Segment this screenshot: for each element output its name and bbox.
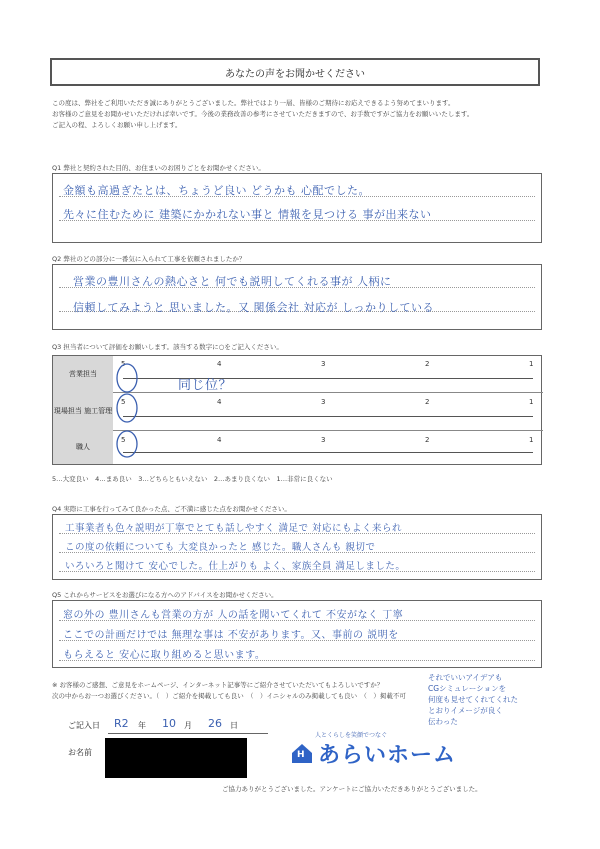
date-month-unit: 月: [184, 721, 192, 730]
rating-row-label: 現場担当 施工管理: [53, 392, 113, 431]
q1-label: Q1 弊社と契約された目的、お住まいのお困りごとをお聞かせください。: [52, 164, 265, 172]
intro-text: [52, 98, 542, 131]
consent-line: ※ お客様のご感想、ご意見をホームページ、インターネット記事等にご紹介させていただいてもよろしいですか？: [52, 681, 384, 689]
q4-label: Q4 実際に工事を行ってみて良かった点、ご不満に感じた点をお聞かせください。: [52, 505, 291, 513]
footer-text: ご協力ありがとうございました。アンケートにご協力いただきありがとうございました。: [222, 785, 482, 793]
q5-answer-line: 窓の外の 豊川さんも営業の方が 人の話を聞いてくれて 不安がなく 丁寧: [63, 610, 404, 621]
rating-row-label: 営業担当: [53, 356, 113, 393]
scale-5: 5: [121, 436, 126, 444]
scale-2: 2: [425, 436, 430, 444]
q3-label: Q3 担当者について評価をお願いします。該当する数字に○をご記入ください。: [52, 343, 283, 351]
date-day: 26: [208, 717, 222, 730]
q5-answer-line: もらえると 安心に取り組めると思います。: [63, 650, 266, 661]
scale-3: 3: [321, 360, 326, 368]
scale-2: 2: [425, 360, 430, 368]
logo-tagline: 人とくらしを笑顔でつなぐ: [315, 732, 388, 739]
rating-legend: 5…大変良い 4…まあ良い 3…どちらともいえない 2…あまり良くない 1…非常に良くない: [52, 475, 333, 483]
rating-row-label: 職人: [53, 430, 113, 464]
intro-line: お客様のご意見をお聞かせいただければ幸いです。今後の業務改善の参考にさせていただきますので、お手数ですがご協力をお願いいたします。: [52, 110, 474, 118]
scale-3: 3: [321, 398, 326, 406]
q5-answer-line: ここでの計画だけでは 無理な事は 不安があります。又、事前の 説明を: [63, 630, 399, 641]
q2-answer-line: 信頼してみようと 思いました。又 関係会社 対応が しっかりしている: [73, 301, 434, 314]
scale-1: 1: [529, 436, 534, 444]
scale-2: 2: [425, 398, 430, 406]
page-title: [50, 58, 540, 86]
intro-line: ご記入の程、よろしくお願い申し上げます。: [52, 121, 182, 129]
logo-name: あらいホーム: [318, 743, 457, 768]
q5-label: Q5 これからサービスをお選びになる方へのアドバイスをお聞かせください。: [52, 591, 278, 599]
scale-5: 5: [121, 398, 126, 406]
q5-answer-box: [52, 600, 542, 668]
rating-table: [52, 355, 542, 465]
date-year-unit: 年: [138, 721, 146, 730]
scale-1: 1: [529, 398, 534, 406]
q1-answer-line: 金額も高過ぎたとは、ちょうど良い どうかも 心配でした。: [63, 184, 370, 197]
page-title-text: あなたの声をお聞かせください: [225, 68, 365, 80]
scale-4: 4: [217, 436, 222, 444]
circle-mark: [117, 431, 137, 457]
scale-4: 4: [217, 398, 222, 406]
logo-mark: H: [297, 750, 305, 760]
side-note: それでいいアイデアも CGシミュレーションを 何度も見せてくれてくれた とおりイメージが良く 伝わった: [428, 673, 518, 726]
intro-line: この度は、弊社をご利用いただき誠にありがとうございました。弊社ではより一層、皆様のご期待にお応えできるよう努めてまいります。: [52, 99, 455, 107]
rating-note: 同じ位？: [178, 378, 233, 393]
q4-answer-line: 工事業者も色々説明が丁寧でとても話しやすく 満足で 対応にもよく来られ: [65, 523, 403, 534]
q4-answer-line: いろいろと聞けて 安心でした。仕上がりも よく、家族全員 満足しました。: [65, 561, 406, 572]
consent-text: [52, 680, 422, 702]
date-month: 10: [162, 717, 176, 730]
consent-line: 次の中からお一つお選びください。（ ）ご紹介を掲載しても良い （ ）イニシャルのみ掲載しても良い （ ）掲載不可: [52, 692, 406, 700]
q2-label: Q2 弊社のどの部分に一番気に入られて工事を依頼されましたか？: [52, 255, 246, 263]
circle-mark: [117, 364, 137, 392]
circle-mark: [117, 394, 137, 422]
date-day-unit: 日: [230, 721, 238, 730]
logo-icon: [290, 742, 314, 764]
date-era: R2: [114, 717, 129, 730]
q4-answer-box: [52, 514, 542, 580]
redacted-name: [105, 738, 247, 778]
scale-3: 3: [321, 436, 326, 444]
scale-4: 4: [217, 360, 222, 368]
scale-5: 5: [121, 360, 126, 368]
date-row: [68, 716, 268, 734]
q2-answer-line: 営業の豊川さんの熱心さと 何でも説明してくれる事が 人柄に: [73, 275, 392, 288]
rating-marks: [113, 356, 173, 466]
name-label: お名前: [68, 748, 92, 757]
date-label: ご記入日: [68, 721, 100, 730]
q4-answer-line: この度の依頼についても 大変良かったと 感じた。職人さんも 親切で: [65, 542, 376, 553]
q1-answer-line: 先々に住むために 建築にかかれない事と 情報を見つける 事が出来ない: [63, 208, 432, 221]
q2-answer-box: [52, 264, 542, 330]
q1-answer-box: [52, 173, 542, 243]
scale-1: 1: [529, 360, 534, 368]
